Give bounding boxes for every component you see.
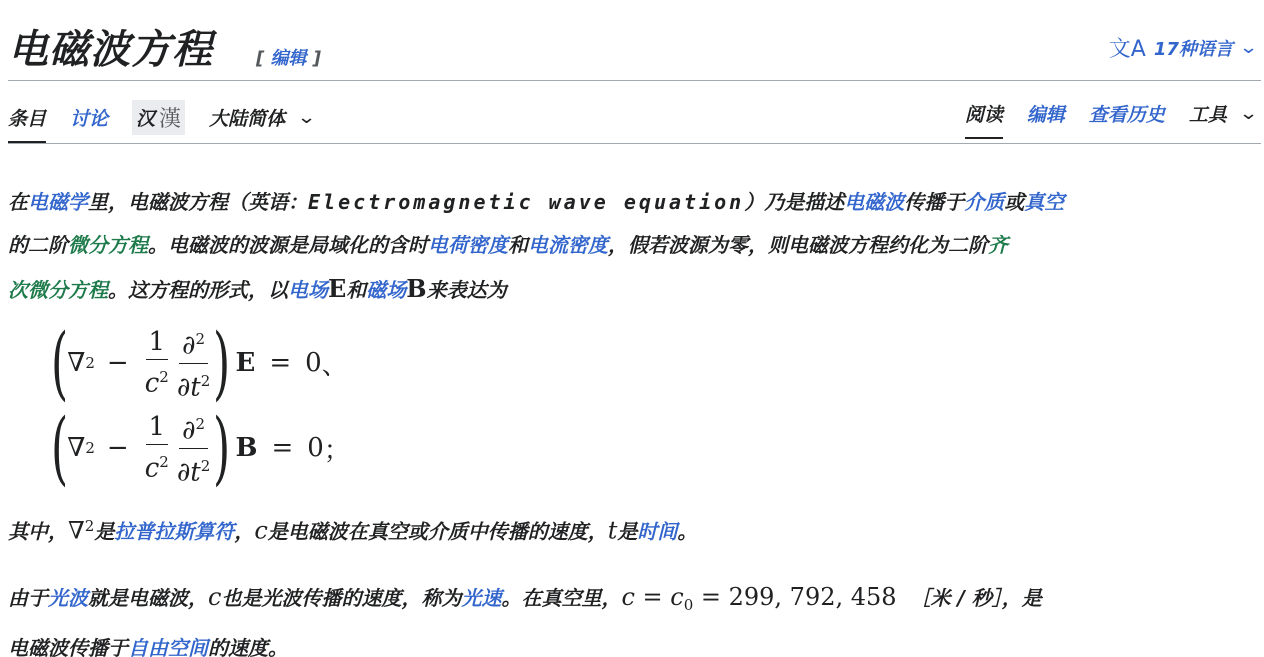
link-electromagnetism[interactable]: 电磁学 xyxy=(28,190,88,214)
chevron-down-icon: ⌄ xyxy=(1238,37,1259,58)
speed-paragraph: 由于光波就是电磁波，c也是光波传播的速度，称为光速。在真空里，$c = c_0 = 299$, 792, 458 ［米 / 秒］，是 电磁波传播于自由空间的速度。 xyxy=(8,576,1260,657)
link-current-density[interactable]: 电流密度 xyxy=(528,233,608,257)
variant-label: 大陆简体 xyxy=(209,108,286,130)
language-count: 17种语言 xyxy=(1153,38,1233,60)
simplified-toggle[interactable]: 汉 xyxy=(136,108,156,130)
equation-b: ( ∇ 2 − $\frac{1}{c^2}$ $\frac{\partial^2}{\partial t^2}$ ) B = 0 ； xyxy=(51,401,350,495)
title-edit-link[interactable]: 编辑 xyxy=(270,48,307,69)
tabs-divider xyxy=(8,143,1261,144)
tab-talk[interactable]: 讨论 xyxy=(70,108,109,130)
where-paragraph: 其中，∇$^2$是拉普拉斯算符，c是电磁波在真空或介质中传播的速度，t是时间。 xyxy=(8,516,698,545)
title-divider xyxy=(8,80,1261,81)
tab-history[interactable]: 查看历史 xyxy=(1088,104,1165,126)
link-em-wave[interactable]: 电磁波 xyxy=(844,190,905,214)
view-tabs xyxy=(964,100,1259,127)
tab-edit[interactable]: 编辑 xyxy=(1026,104,1065,126)
title-edit-section: [ 编辑 ] xyxy=(256,48,322,69)
link-laplacian[interactable]: 拉普拉斯算符 xyxy=(114,519,235,544)
link-speed-of-light[interactable]: 光速 xyxy=(461,586,502,610)
link-medium[interactable]: 介质 xyxy=(964,190,1005,214)
translate-icon: 文A xyxy=(1108,37,1146,62)
page-title: 电磁波方程 xyxy=(8,27,213,73)
language-button[interactable] xyxy=(1108,32,1259,63)
link-light-wave[interactable]: 光波 xyxy=(48,586,88,610)
tools-label: 工具 xyxy=(1188,104,1227,126)
equation-e: ( ∇ 2 − $\frac{1}{c^2}$ $\frac{\partial^2}{\partial t^2}$ ) E = 0 、 xyxy=(51,316,348,410)
link-homogeneous-de-b[interactable]: 次微分方程 xyxy=(8,278,108,302)
link-homogeneous-de-a[interactable]: 齐 xyxy=(988,233,1008,257)
tab-article[interactable]: 条目 xyxy=(8,104,46,131)
link-vacuum[interactable]: 真空 xyxy=(1024,190,1065,214)
link-charge-density[interactable]: 电荷密度 xyxy=(428,233,508,257)
link-free-space[interactable]: 自由空间 xyxy=(128,636,208,657)
chevron-down-icon: ⌄ xyxy=(296,107,317,128)
link-electric-field[interactable]: 电场 xyxy=(288,278,328,302)
link-differential-equation[interactable]: 微分方程 xyxy=(68,233,148,257)
variant-dropdown[interactable] xyxy=(209,104,317,131)
tab-read[interactable]: 阅读 xyxy=(965,100,1003,127)
link-magnetic-field[interactable]: 磁场 xyxy=(366,278,407,302)
namespace-tabs xyxy=(8,100,317,135)
traditional-toggle[interactable]: 漢 xyxy=(159,107,182,132)
variant-toggle[interactable] xyxy=(132,100,185,135)
tools-dropdown[interactable] xyxy=(1188,100,1259,127)
intro-paragraph: 在电磁学里，电磁波方程（英语：Electromagnetic wave equation）乃是描述电磁波传播于介质或真空 的二阶微分方程。电磁波的波源是局域化的含时电荷密度和电流密度，假若波源为零，则电磁波方程约化为二阶齐 次微分方程。这方程的形式，以电场E和磁场B来表达为 xyxy=(8,190,1065,303)
chevron-down-icon: ⌄ xyxy=(1238,103,1259,124)
link-time[interactable]: 时间 xyxy=(637,519,678,544)
